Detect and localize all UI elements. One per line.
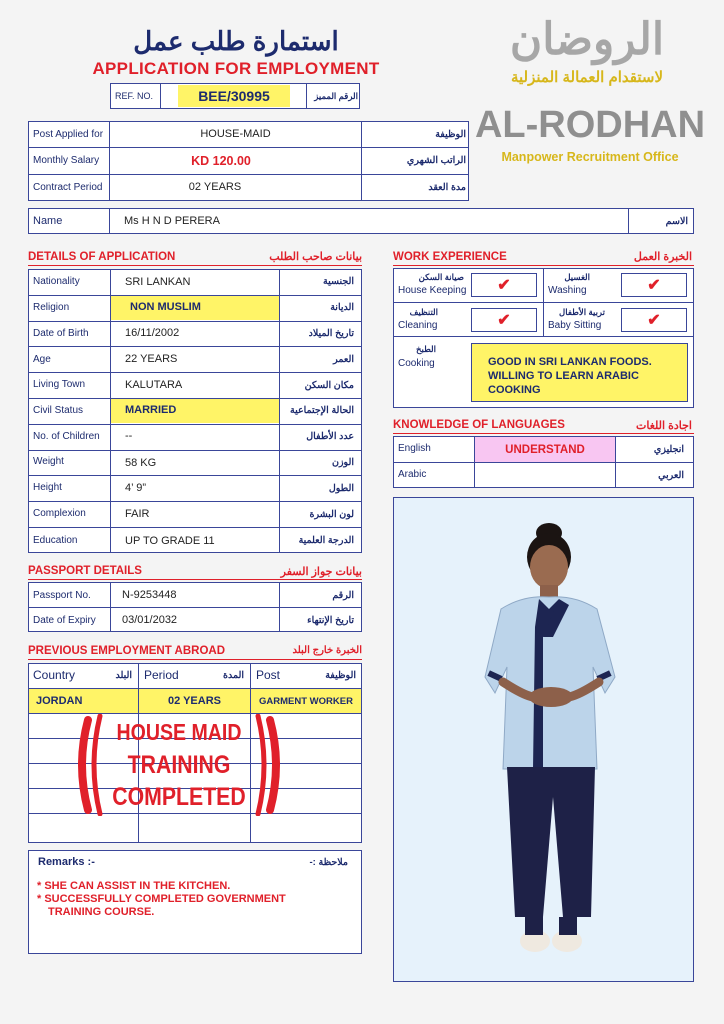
religion-label: Religion — [33, 302, 70, 313]
cooking-note: GOOD IN SRI LANKAN FOODS. WILLING TO LEARN ARABIC COOKING — [488, 356, 652, 396]
education-label: Education — [33, 535, 78, 546]
passport-expiry-label-ar: تاريخ الإنتهاء — [307, 615, 354, 626]
post-applied-value: HOUSE-MAID — [200, 128, 271, 140]
babysitting-check-icon: ✔ — [621, 308, 687, 332]
washing-label: Washing — [548, 285, 587, 296]
post-applied-label: Post Applied for — [33, 129, 104, 140]
prev-post-value: GARMENT WORKER — [259, 696, 353, 707]
nationality-label-ar: الجنسية — [323, 276, 354, 287]
height-label: Height — [33, 482, 62, 493]
washing-check-icon: ✔ — [621, 273, 687, 297]
height-value: 4’ 9” — [125, 482, 146, 494]
age-value: 22 YEARS — [125, 353, 178, 365]
contract-period-label-ar: مدة العقد — [428, 182, 466, 193]
living-town-label: Living Town — [33, 379, 86, 390]
monthly-salary-label: Monthly Salary — [33, 155, 100, 166]
remark-item-2: * SUCCESSFULLY COMPLETED GOVERNMENT — [37, 893, 286, 905]
col-post: Post — [256, 668, 281, 682]
religion-value: NON MUSLIM — [130, 301, 201, 313]
english-label-ar: انجليزي — [653, 444, 684, 455]
brand-sub-ar: لاستقدام العمالة المنزلية — [510, 69, 664, 86]
col-country: Country — [33, 668, 76, 682]
stamp-line2: TRAINING — [127, 751, 231, 779]
title-english: APPLICATION FOR EMPLOYMENT — [92, 59, 380, 78]
brand-name-ar: الروضان — [509, 15, 665, 64]
babysitting-label: Baby Sitting — [548, 320, 602, 331]
nationality-value: SRI LANKAN — [125, 276, 191, 288]
arabic-label-ar: العربي — [658, 470, 684, 481]
complexion-value: FAIR — [125, 508, 150, 520]
arabic-label: Arabic — [398, 469, 427, 480]
passport-no-label: Passport No. — [33, 590, 91, 601]
nationality-label: Nationality — [33, 276, 80, 287]
remark-item-3: TRAINING COURSE. — [48, 906, 155, 918]
english-value: UNDERSTAND — [505, 444, 585, 456]
name-label-ar: الاسم — [665, 216, 688, 227]
applicant-figure-icon — [393, 497, 694, 982]
details-title-ar: بيانات صاحب الطلب — [269, 251, 362, 263]
contract-period-value: 02 YEARS — [188, 181, 242, 193]
training-stamp — [74, 714, 284, 816]
living-town-value: KALUTARA — [125, 379, 183, 391]
col-period-ar: المدة — [223, 670, 244, 681]
washing-label-ar: الغسيل — [564, 272, 590, 282]
ref-label-ar: الرقم المميز — [314, 91, 358, 101]
age-label-ar: العمر — [333, 354, 354, 365]
height-label-ar: الطول — [328, 483, 354, 494]
brand-name-en: AL-RODHAN — [474, 104, 706, 146]
weight-label-ar: الوزن — [331, 457, 354, 468]
previous-title-ar: الخبرة خارج البلد — [292, 645, 362, 656]
post-applied-label-ar: الوظيفة — [435, 129, 466, 140]
cleaning-label: Cleaning — [398, 320, 438, 331]
ref-label: REF. NO. — [115, 91, 154, 101]
religion-label-ar: الديانة — [330, 302, 354, 313]
passport-no-label-ar: الرقم — [332, 590, 354, 601]
weight-value: 58 KG — [125, 457, 157, 469]
education-value: UP TO GRADE 11 — [125, 535, 215, 547]
col-period: Period — [144, 668, 179, 682]
dob-label: Date of Birth — [33, 328, 89, 339]
civil-status-label: Civil Status — [33, 405, 84, 416]
housekeeping-label-ar: صيانة السكن — [418, 272, 464, 282]
prev-period-value: 02 YEARS — [168, 695, 221, 707]
stamp-line3: COMPLETED — [112, 783, 246, 811]
cleaning-label-ar: التنظيف — [409, 307, 438, 317]
civil-status-value: MARRIED — [125, 404, 177, 416]
children-value: -- — [125, 430, 133, 442]
remarks-label-ar: ملاحظة :- — [309, 857, 348, 868]
housekeeping-check-icon: ✔ — [471, 273, 537, 297]
contract-period-label: Contract Period — [33, 182, 103, 193]
passport-title: PASSPORT DETAILS — [28, 565, 142, 577]
details-title: DETAILS OF APPLICATION — [28, 251, 176, 263]
passport-expiry-value: 03/01/2032 — [122, 614, 178, 626]
children-label-ar: عدد الأطفال — [306, 431, 354, 442]
work-title: WORK EXPERIENCE — [393, 251, 507, 263]
passport-title-ar: بيانات جواز السفر — [280, 566, 362, 578]
brand-sub-en: Manpower Recruitment Office — [501, 150, 679, 164]
passport-no-value: N-9253448 — [122, 589, 177, 601]
remarks-label: Remarks :- — [38, 856, 95, 868]
dob-label-ar: تاريخ الميلاد — [308, 328, 354, 339]
living-town-label-ar: مكان السكن — [304, 380, 354, 391]
monthly-salary-label-ar: الراتب الشهري — [406, 155, 466, 166]
cooking-label-ar: الطبخ — [416, 344, 436, 354]
complexion-label: Complexion — [33, 508, 86, 519]
col-country-ar: البلد — [115, 670, 132, 681]
children-label: No. of Children — [33, 431, 100, 442]
ref-value: BEE/30995 — [198, 88, 270, 104]
education-label-ar: الدرجة العلمية — [298, 535, 354, 546]
name-value: Ms H N D PERERA — [124, 215, 220, 227]
stamp-line1: HOUSE MAID — [116, 719, 242, 745]
monthly-salary-value: KD 120.00 — [191, 154, 251, 168]
english-label: English — [398, 443, 431, 454]
languages-title-ar: اجادة اللغات — [636, 420, 692, 432]
languages-title: KNOWLEDGE OF LANGUAGES — [393, 419, 565, 431]
prev-country-value: JORDAN — [36, 695, 83, 707]
work-title-ar: الخبرة العمل — [633, 251, 692, 263]
weight-label: Weight — [33, 456, 64, 467]
housekeeping-label: House Keeping — [398, 285, 467, 296]
cooking-label: Cooking — [398, 358, 435, 369]
col-post-ar: الوظيفة — [325, 670, 356, 681]
dob-value: 16/11/2002 — [125, 327, 180, 339]
civil-status-label-ar: الحالة الإجتماعية — [290, 405, 354, 416]
name-label: Name — [33, 215, 63, 227]
previous-title: PREVIOUS EMPLOYMENT ABROAD — [28, 645, 226, 657]
cleaning-check-icon: ✔ — [471, 308, 537, 332]
babysitting-label-ar: تربية الأطفال — [559, 307, 605, 317]
passport-expiry-label: Date of Expiry — [33, 615, 96, 626]
title-arabic: استمارة طلب عمل — [133, 26, 339, 56]
complexion-label-ar: لون البشرة — [309, 509, 354, 520]
age-label: Age — [33, 354, 51, 365]
remark-item-1: * SHE CAN ASSIST IN THE KITCHEN. — [37, 880, 231, 892]
